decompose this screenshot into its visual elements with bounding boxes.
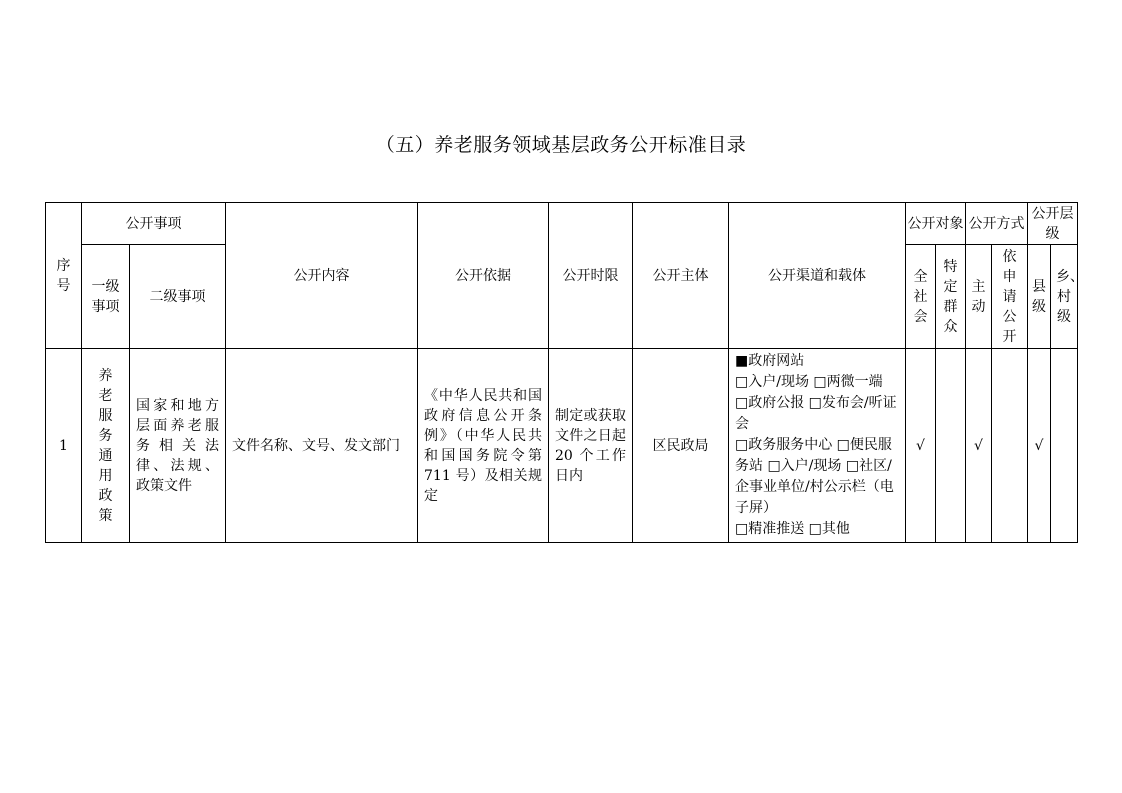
check-level-township [1051,349,1078,543]
channel-line: □精准推送 □其他 [735,521,850,537]
header-channels: 公开渠道和载体 [729,203,906,349]
header-level-township: 乡、村级 [1051,245,1078,349]
catalog-table [45,202,1084,543]
header-target: 公开对象 [906,203,966,245]
row-channels [729,349,906,543]
page-title: （五）养老服务领域基层政务公开标准目录 [375,134,747,156]
header-matters: 公开事项 [82,203,226,245]
check-level-county: √ [1028,349,1051,543]
row-subject: 区民政局 [633,349,729,543]
row-level2: 国家和地方层面养老服务相关法律、法规、政策文件 [130,349,226,543]
check-target-all: √ [906,349,936,543]
check-target-specific [936,349,966,543]
channel-line: □政务服务中心 □便民服务站 □入户/现场 □社区/企事业单位/村公示栏（电子屏） [735,437,894,516]
row-basis: 《中华人民共和国政府信息公开条例》（中华人民共和国国务院令第 711 号）及相关规定 [418,349,549,543]
row-time-limit: 制定或获取文件之日起 20 个工作日内 [549,349,633,543]
table-row [46,349,1078,543]
header-target-all: 全社会 [906,245,936,349]
row-content: 文件名称、文号、发文部门 [226,349,418,543]
header-level2: 二级事项 [130,245,226,349]
header-method-request: 依申请公开 [992,245,1028,349]
header-method-active: 主动 [966,245,992,349]
channel-line: □入户/现场 □两微一端 □政府公报 □发布会/听证会 [735,374,897,432]
header-level1: 一级事项 [82,245,130,349]
header-level-county: 县级 [1028,245,1051,349]
row-seq: 1 [46,349,82,543]
check-method-request [992,349,1028,543]
row-level1: 养老服务通用政策 [82,349,130,543]
channel-line: ■政府网站 [735,353,805,369]
header-time-limit: 公开时限 [549,203,633,349]
header-target-specific: 特定群众 [936,245,966,349]
header-basis: 公开依据 [418,203,549,349]
check-method-active: √ [966,349,992,543]
header-subject: 公开主体 [633,203,729,349]
header-seq: 序号 [46,203,82,349]
header-content: 公开内容 [226,203,418,349]
header-level: 公开层级 [1028,203,1078,245]
header-method: 公开方式 [966,203,1028,245]
